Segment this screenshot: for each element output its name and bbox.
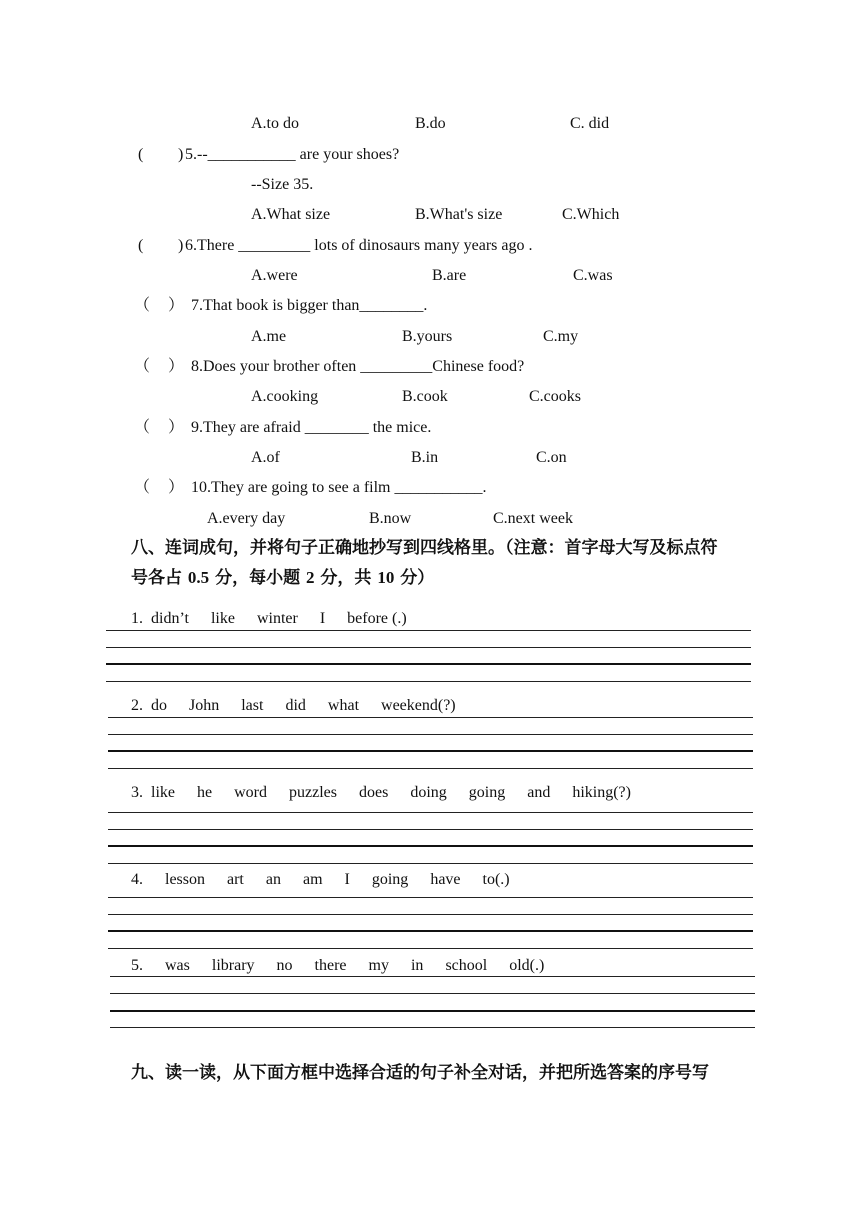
q8-question: 8.Does your brother often _________Chinese food?: [191, 358, 525, 375]
word: going: [371, 871, 409, 888]
q10-paren-close: ）: [168, 479, 185, 496]
word: my: [368, 957, 389, 974]
q7-paren-close: ）: [168, 297, 185, 314]
word: and: [527, 784, 551, 801]
grid-line: [108, 845, 753, 847]
word: before (.): [347, 610, 407, 627]
q10-paren-open: （: [134, 479, 151, 496]
word: going: [468, 784, 506, 801]
word: art: [227, 871, 244, 888]
q7-option-a: A.me: [251, 328, 287, 345]
word: does: [358, 784, 389, 801]
item-number: 5.: [131, 957, 143, 974]
word: no: [276, 957, 293, 974]
q5-option-c: C.Which: [562, 206, 620, 223]
grid-line: [108, 948, 753, 949]
q5-answer-line: --Size 35.: [251, 176, 314, 193]
reorder-item-3: [131, 783, 653, 803]
grid-line: [106, 630, 751, 631]
q9-option-b: B.in: [411, 449, 439, 466]
word: have: [430, 871, 461, 888]
word: am: [302, 871, 323, 888]
grid-line: [108, 863, 753, 864]
q6-option-a: A.were: [251, 267, 298, 284]
q8-option-c: C.cooks: [529, 388, 581, 405]
word: what: [327, 697, 360, 714]
grid-line: [110, 976, 755, 977]
grid-line: [108, 734, 753, 735]
q4-option-c: C. did: [570, 115, 610, 132]
grid-line: [110, 1010, 755, 1012]
q7-paren-open: （: [134, 297, 151, 314]
q10-question: 10.They are going to see a film ___________.: [191, 479, 487, 496]
q8-option-a: A.cooking: [251, 388, 319, 405]
q10-option-b: B.now: [369, 510, 412, 527]
reorder-item-4: [131, 870, 532, 890]
reorder-item-2: [131, 696, 478, 716]
q9-question: 9.They are afraid ________ the mice.: [191, 419, 432, 436]
grid-line: [106, 663, 751, 665]
word: lesson: [165, 871, 205, 888]
word: winter: [256, 610, 298, 627]
grid-line: [108, 768, 753, 769]
word: there: [314, 957, 347, 974]
section8-title-line2: 号各占 0.5 分，每小题 2 分，共 10 分）: [131, 568, 435, 588]
q9-option-c: C.on: [536, 449, 567, 466]
q6-option-b: B.are: [432, 267, 467, 284]
word: word: [234, 784, 267, 801]
word: in: [410, 957, 424, 974]
grid-line: [106, 681, 751, 682]
word: do: [151, 697, 167, 714]
grid-line: [108, 717, 753, 718]
item-number: 3.: [131, 784, 143, 801]
q8-paren-open: （: [134, 358, 151, 375]
word: did: [285, 697, 306, 714]
q7-option-b: B.yours: [402, 328, 453, 345]
item-number: 2.: [131, 697, 143, 714]
word: like: [210, 610, 235, 627]
q6-paren-close: ): [178, 237, 184, 254]
word: school: [445, 957, 488, 974]
reorder-item-5: [131, 956, 566, 976]
item-number: 4.: [131, 871, 143, 888]
q5-paren-open: (: [138, 146, 144, 163]
q5-question: 5.--___________ are your shoes?: [185, 146, 400, 163]
word: I: [344, 871, 350, 888]
word: old(.): [509, 957, 545, 974]
word: didn’t: [151, 610, 189, 627]
q5-option-a: A.What size: [251, 206, 331, 223]
q6-option-c: C.was: [573, 267, 613, 284]
grid-line: [108, 930, 753, 932]
q8-paren-close: ）: [168, 358, 185, 375]
word: last: [241, 697, 264, 714]
word: puzzles: [289, 784, 337, 801]
grid-line: [108, 914, 753, 915]
q4-option-a: A.to do: [251, 115, 299, 132]
q9-paren-open: （: [134, 419, 151, 436]
word: I: [319, 610, 326, 627]
word: was: [165, 957, 190, 974]
word: to(.): [482, 871, 510, 888]
word: hiking(?): [572, 784, 631, 801]
q10-option-a: A.every day: [207, 510, 286, 527]
grid-line: [106, 647, 751, 648]
q6-question: 6.There _________ lots of dinosaurs many years ago .: [185, 237, 533, 254]
word: doing: [410, 784, 447, 801]
q10-option-c: C.next week: [493, 510, 573, 527]
q6-paren-open: (: [138, 237, 144, 254]
grid-line: [110, 1027, 755, 1028]
word: an: [265, 871, 281, 888]
section9-title: 九、读一读，从下面方框中选择合适的句子补全对话，并把所选答案的序号写: [131, 1063, 709, 1083]
q7-question: 7.That book is bigger than________.: [191, 297, 428, 314]
q4-option-b: B.do: [415, 115, 446, 132]
grid-line: [108, 897, 753, 898]
section8-title-line1: 八、连词成句，并将句子正确地抄写到四线格里。（注意：首字母大写及标点符: [131, 538, 718, 558]
item-number: 1.: [131, 610, 143, 627]
grid-line: [108, 829, 753, 830]
q7-option-c: C.my: [543, 328, 579, 345]
q9-paren-close: ）: [168, 419, 185, 436]
word: he: [197, 784, 213, 801]
reorder-item-1: [131, 609, 429, 629]
q5-option-b: B.What's size: [415, 206, 503, 223]
q5-paren-close: ): [178, 146, 184, 163]
word: John: [189, 697, 220, 714]
grid-line: [108, 812, 753, 813]
q8-option-b: B.cook: [402, 388, 448, 405]
word: library: [211, 957, 255, 974]
q9-option-a: A.of: [251, 449, 280, 466]
grid-line: [110, 993, 755, 994]
word: like: [151, 784, 175, 801]
word: weekend(?): [381, 697, 456, 714]
grid-line: [108, 750, 753, 752]
